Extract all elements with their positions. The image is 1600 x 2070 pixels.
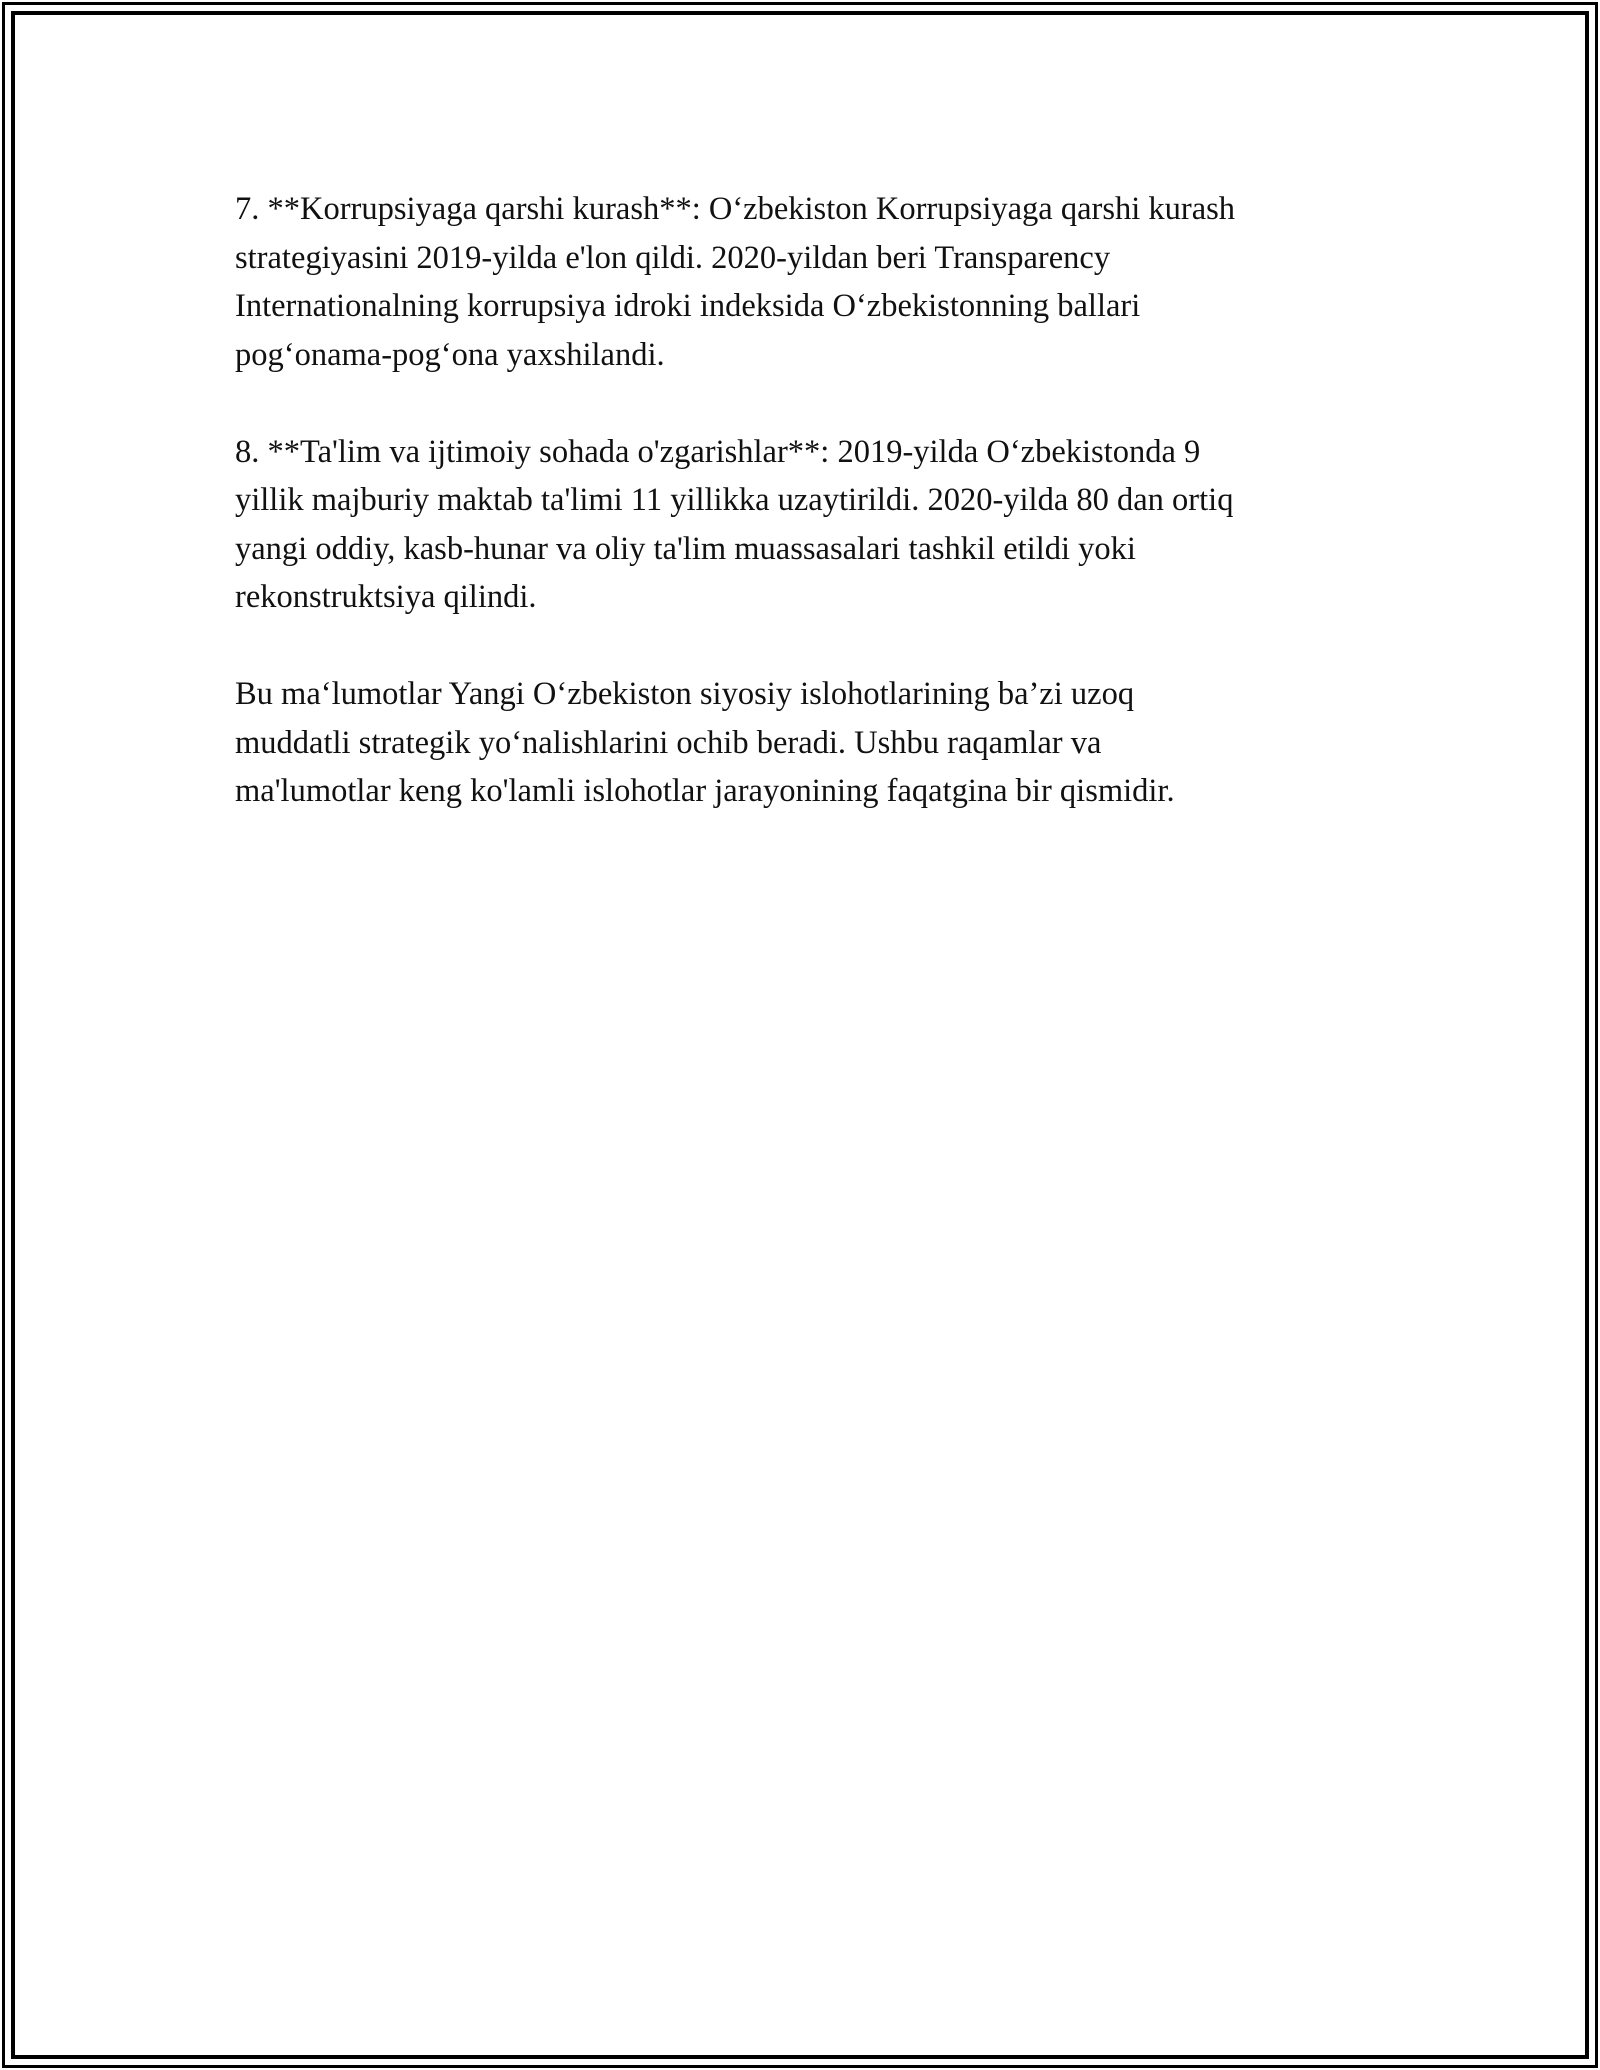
paragraph-education-social-changes: 8. **Ta'lim va ijtimoiy sohada o'zgarishlar**: 2019-yilda O‘zbekistonda 9 yillik majburiy maktab ta'limi 11 yillikka uzaytirildi. 2020-yilda 80 dan ortiq yangi oddiy, kasb-hunar va oliy ta'lim muassasalari tashkil etildi yoki rekonstruktsiya qilindi.: [235, 433, 1234, 615]
paragraph-corruption-fight: 7. **Korrupsiyaga qarshi kurash**: O‘zbekiston Korrupsiyaga qarshi kurash strategiyasini 2019-yilda e'lon qildi. 2020-yildan beri Transparency Internationalning korrupsiya idroki indeksida O‘zbekistonning ballari pog‘onama-pog‘ona yaxshilandi.: [235, 191, 1236, 373]
document-body: [235, 185, 1405, 864]
paragraph-conclusion: Bu ma‘lumotlar Yangi O‘zbekiston siyosiy islohotlarining ba’zi uzoq muddatli strategik yo‘nalishlarini ochib beradi. Ushbu raqamlar va ma'lumotlar keng ko'lamli islohotlar jarayonining faqatgina bir qismidir.: [235, 676, 1175, 809]
